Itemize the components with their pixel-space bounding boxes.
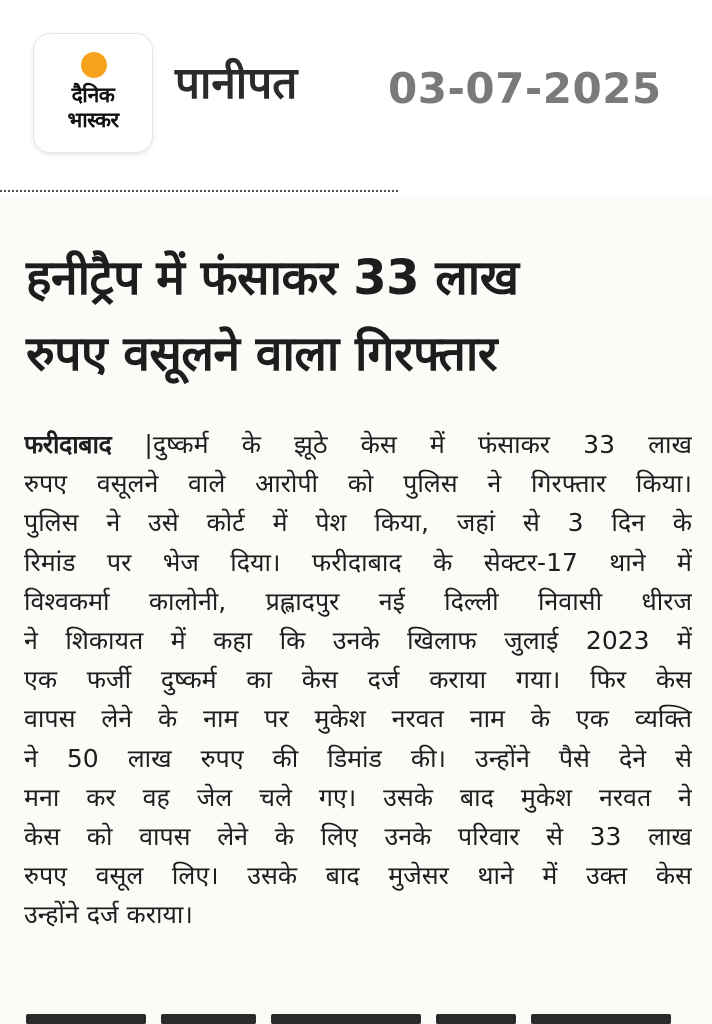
- edition-city: पानीपत: [175, 58, 298, 109]
- body-line: रुपए वसूलने वाले आरोपी को पुलिस ने गिरफ्तार किया।: [24, 469, 692, 499]
- edition-date: 03-07-2025: [388, 64, 662, 113]
- body-line-text: |दुष्कर्म के झूठे केस में फंसाकर 33 लाख: [144, 430, 692, 459]
- body-line: ने शिकायत में कहा कि उनके खिलाफ जुलाई 2023 में: [24, 626, 692, 656]
- logo-text-line2: भास्कर: [67, 108, 119, 132]
- dateline: फरीदाबाद: [24, 430, 112, 459]
- sun-icon: [81, 52, 107, 78]
- body-line: रिमांड पर भेज दिया। फरीदाबाद के सेक्टर-17 थाने में: [24, 547, 692, 577]
- body-line: वापस लेने के नाम पर मुकेश नरवत नाम के एक व्यक्ति: [24, 704, 692, 734]
- cropped-next-headline: [26, 1012, 676, 1024]
- body-line-last: उन्होंने दर्ज कराया।: [24, 900, 193, 930]
- body-line: रुपए वसूल लिए। उसके बाद मुजेसर थाने में उक्त केस: [24, 861, 692, 891]
- body-line: एक फर्जी दुष्कर्म का केस दर्ज कराया गया। फिर केस: [24, 665, 692, 695]
- body-line: केस को वापस लेने के लिए उनके परिवार से 33 लाख: [24, 822, 692, 852]
- body-line: ने 50 लाख रुपए की डिमांड की। उन्होंने पैसे देने से: [24, 743, 692, 773]
- article-body: [24, 425, 692, 935]
- logo-text-line1: दैनिक: [71, 83, 115, 107]
- dainik-bhaskar-logo: [34, 34, 152, 152]
- dotted-divider: [0, 190, 398, 192]
- body-line: [24, 425, 692, 464]
- headline-line-2: रुपए वसूलने वाला गिरफ्तार: [26, 326, 497, 382]
- body-line: पुलिस ने उसे कोर्ट में पेश किया, जहां से 3 दिन के: [24, 508, 692, 538]
- body-line: विश्वकर्मा कालोनी, प्रह्लादपुर नई दिल्ली निवासी धीरज: [24, 586, 692, 616]
- masthead: [0, 0, 712, 190]
- article-headline: [26, 240, 686, 392]
- headline-line-1: हनीट्रैप में फंसाकर 33 लाख: [26, 250, 519, 306]
- body-line: मना कर वह जेल चले गए। उसके बाद मुकेश नरवत ने: [24, 782, 692, 812]
